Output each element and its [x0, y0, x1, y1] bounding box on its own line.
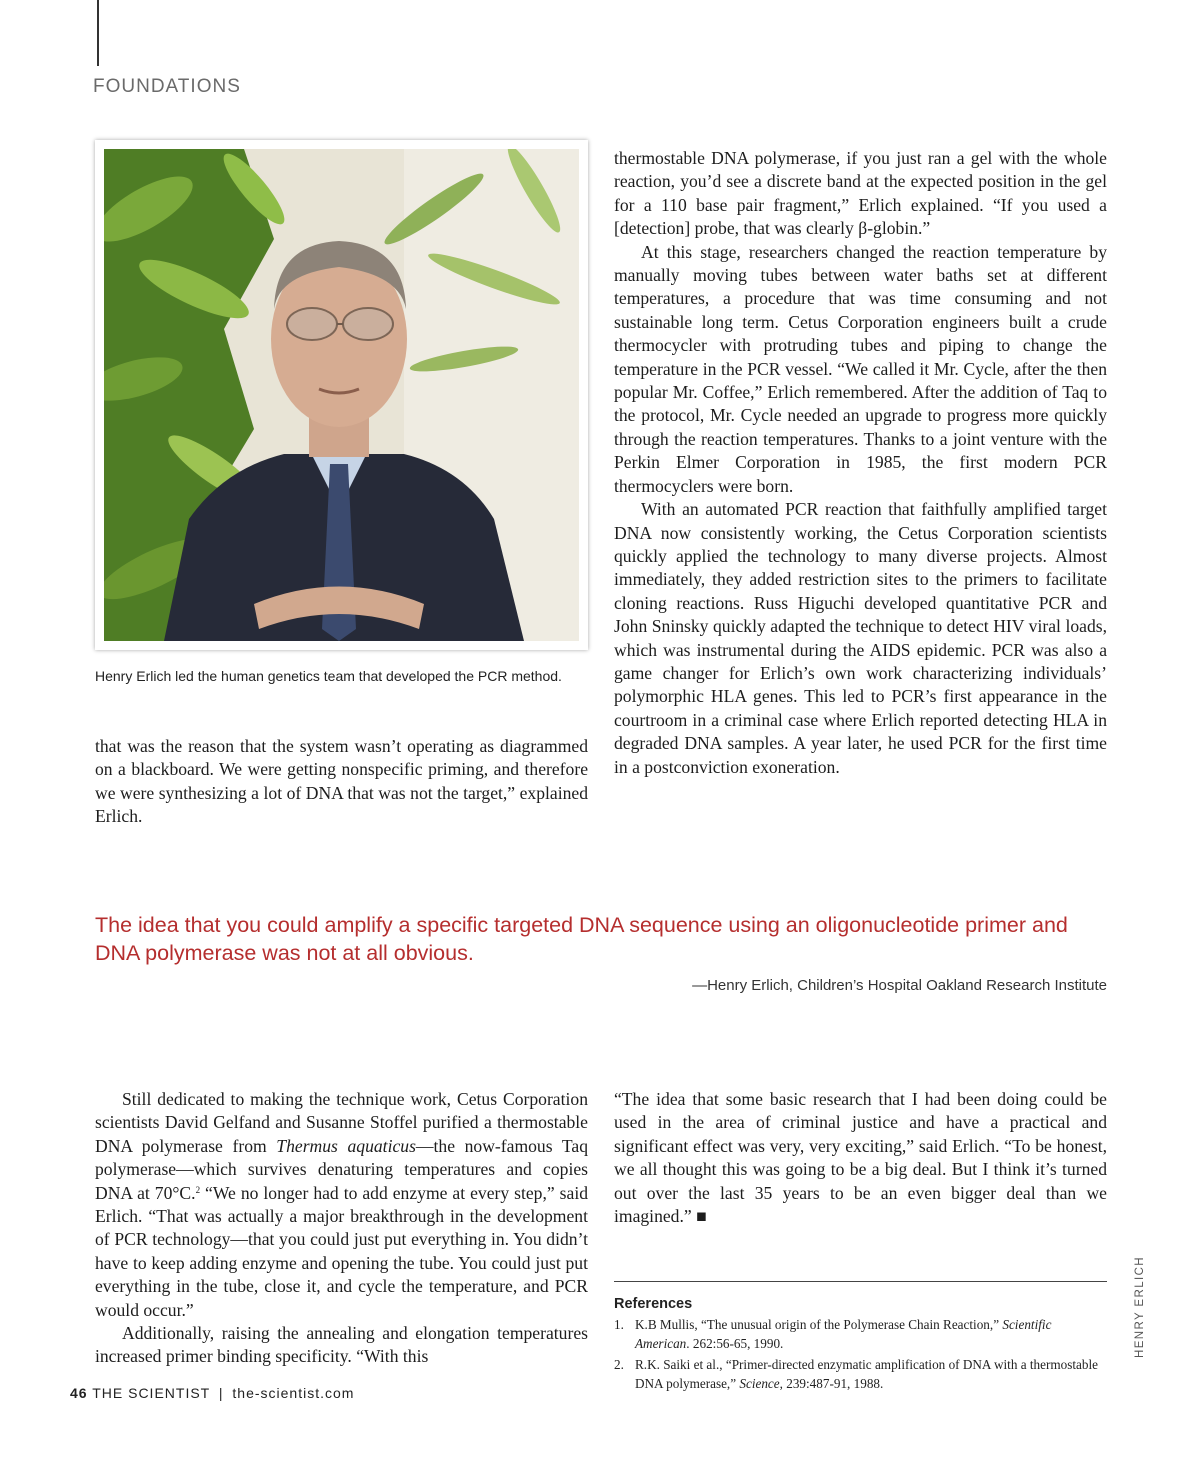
paragraph: thermostable DNA polymerase, if you just ran a gel with the whole reaction, you’d see a discrete band at the expected position in the gel for a 110 base pair fragment,” Erlich explained. “If you used a [detection] probe, that was clearly β-globin.” [614, 148, 1107, 239]
footer-separator: | [218, 1385, 224, 1401]
section-label: FOUNDATIONS [93, 76, 241, 97]
reference-text: . 262:56-65, 1990. [686, 1335, 784, 1351]
reference-marker: 2 [195, 1184, 201, 1195]
references-heading: References [614, 1296, 693, 1312]
reference-item [614, 1316, 1107, 1353]
paragraph [614, 1088, 1107, 1228]
paragraph: that was the reason that the system wasn’t operating as diagrammed on a blackboard. We were getting nonspecific priming, and therefore we were synthesizing a lot of DNA that was not the target,” explained Erlich. [95, 736, 588, 827]
paragraph-text: “We no longer had to add enzyme at every step,” said Erlich. “That was actually a major breakthrough in the development of PCR technology—that you could just put everything in. You didn’t have to keep adding enzyme and opening the tube. You could just put everything in the tube, close it, and cycle the temperature, and PCR would occur.” [95, 1182, 588, 1320]
paragraph: Additionally, raising the annealing and elongation temperatures increased primer binding specificity. “With this [95, 1323, 588, 1367]
references-list [614, 1316, 1107, 1396]
article-column-left-bottom [95, 1088, 588, 1369]
top-rule [97, 0, 99, 66]
paragraph-text: —the now-famous Taq polymerase—which survives denaturing temperatures and copies DNA at 70°C. [95, 1135, 588, 1203]
article-column-left-top [95, 735, 588, 829]
reference-text: K.B Mullis, “The unusual origin of the Polymerase Chain Reaction,” [635, 1317, 1003, 1332]
reference-text: R.K. Saiki et al., “Primer-directed enzymatic amplification of DNA with a thermostable DNA polymerase,” [635, 1357, 1098, 1391]
reference-number: 2. [614, 1357, 624, 1372]
journal-name: Science [739, 1375, 780, 1391]
paragraph [95, 1088, 588, 1322]
end-mark: ■ [696, 1206, 707, 1227]
reference-text: , 239:487-91, 1988. [779, 1375, 884, 1391]
article-column-right-bottom [614, 1088, 1107, 1228]
portrait-photo-frame [95, 140, 588, 650]
reference-number: 1. [614, 1317, 624, 1332]
page-footer [70, 1385, 354, 1401]
reference-item [614, 1356, 1107, 1393]
magazine-name: THE SCIENTIST [92, 1385, 210, 1401]
article-column-right-top [614, 147, 1107, 779]
portrait-photo [104, 149, 579, 641]
paragraph-text: “The idea that some basic research that I had been doing could be used in the area of criminal justice and have a practical and significant effect was very, very exciting,” said Erlich. “To be honest, we all thought this was going to be a big deal. But I think it’s turned out over the last 35 years to be an even bigger deal than we imagined.” [614, 1089, 1107, 1227]
references-divider [614, 1281, 1107, 1282]
portrait-illustration [104, 149, 579, 641]
page-number: 46 [70, 1385, 88, 1401]
species-name: Thermus aquaticus [276, 1135, 416, 1156]
pull-quote: The idea that you could amplify a specific targeted DNA sequence using an oligonucleotide primer and DNA polymerase was not at all obvious. [95, 913, 1068, 965]
paragraph-text: Still dedicated to making the technique work, Cetus Corporation scientists David Gelfand and Susanne Stoffel purified a thermostable DNA polymerase from [95, 1089, 588, 1156]
website-url: the-scientist.com [232, 1385, 355, 1401]
paragraph: With an automated PCR reaction that faithfully amplified target DNA now consistently working, the Cetus Corporation scientists quickly applied the technology to many diverse projects. Almost immediately, they added restriction sites to the primers to facilitate cloning reactions. Russ Higuchi developed quantitative PCR and John Sninsky quickly adapted the technique to detect HIV viral loads, which was instrumental during the AIDS epidemic. PCR was also a game changer for Erlich’s own work characterizing individuals’ polymorphic HLA genes. This led to PCR’s first appearance in the courtroom in a criminal case where Erlich reported detecting HLA in degraded DNA samples. A year later, he used PCR for the first time in a postconviction exoneration. [614, 499, 1107, 777]
pull-quote-attribution: —Henry Erlich, Children’s Hospital Oakland Research Institute [692, 977, 1107, 994]
paragraph: At this stage, researchers changed the reaction temperature by manually moving tubes between water baths set at different temperatures, a procedure that was time consuming and not sustainable long term. Cetus Corporation engineers built a crude thermocycler with protruding tubes and piping to change the temperature in the PCR vessel. “We called it Mr. Cycle, after the then popular Mr. Coffee,” Erlich remembered. After the addition of Taq to the protocol, Mr. Cycle needed an upgrade to progress more quickly through the reaction temperatures. Thanks to a joint venture with the Perkin Elmer Corporation in 1985, the first modern PCR thermocyclers were born. [614, 241, 1107, 496]
journal-name: Scientific American [635, 1317, 1052, 1351]
photo-caption: Henry Erlich led the human genetics team that developed the PCR method. [95, 668, 562, 684]
photo-credit: HENRY ERLICH [1134, 1255, 1146, 1358]
